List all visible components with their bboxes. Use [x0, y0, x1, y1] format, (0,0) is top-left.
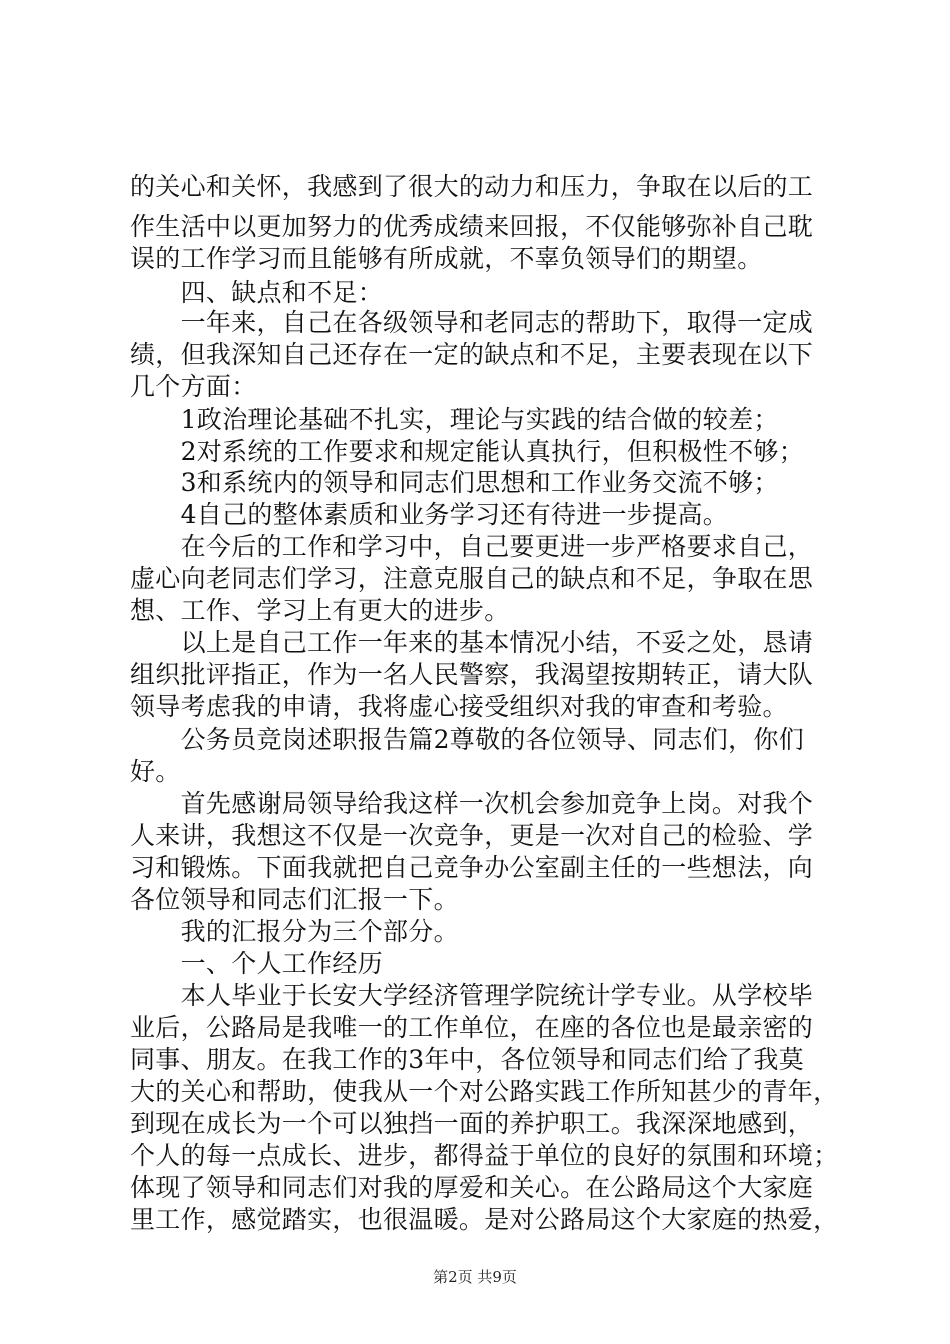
body-line: 同事、朋友。在我工作的3年中，各位领导和同志们给了我莫	[130, 1045, 805, 1074]
body-line: 业后，公路局是我唯一的工作单位，在座的各位也是最亲密的	[130, 1013, 814, 1042]
body-line: 组织批评指正，作为一名人民警察，我渴望按期转正，请大队	[130, 660, 814, 689]
section-heading: 四、缺点和不足：	[130, 278, 384, 307]
body-line: 的关心和关怀，我感到了很大的动力和压力，争取在以后的工	[130, 172, 814, 201]
body-line: 个人的每一点成长、进步，都得益于单位的良好的氛围和环境；	[130, 1141, 839, 1170]
body-line: 在今后的工作和学习中，自己要更进一步严格要求自己，	[130, 532, 814, 561]
body-line: 公务员竞岗述职报告篇2尊敬的各位领导、同志们，你们	[130, 725, 805, 754]
list-item: 1政治理论基础不扎实，理论与实践的结合做的较差；	[130, 405, 779, 434]
body-line: 想、工作、学习上有更大的进步。	[130, 596, 510, 625]
body-line: 大的关心和帮助，使我从一个对公路实践工作所知甚少的青年，	[130, 1077, 839, 1106]
body-line: 我的汇报分为三个部分。	[130, 917, 459, 946]
body-line: 首先感谢局领导给我这样一次机会参加竞争上岗。对我个	[130, 789, 814, 818]
body-line: 本人毕业于长安大学经济管理学院统计学专业。从学校毕	[130, 981, 814, 1010]
list-item: 2对系统的工作要求和规定能认真执行，但积极性不够；	[130, 437, 805, 466]
body-line: 到现在成长为一个可以独挡一面的养护职工。我深深地感到，	[130, 1109, 814, 1138]
body-line: 习和锻炼。下面我就把自己竞争办公室副主任的一些想法，向	[130, 853, 814, 882]
body-line: 虚心向老同志们学习，注意克服自己的缺点和不足，争取在思	[130, 564, 814, 593]
body-line: 里工作，感觉踏实，也很温暖。是对公路局这个大家庭的热爱，	[130, 1205, 839, 1234]
list-item: 4自己的整体素质和业务学习还有待进一步提高。	[130, 500, 729, 529]
list-item: 3和系统内的领导和同志们思想和工作业务交流不够；	[130, 468, 779, 497]
section-heading: 一、个人工作经历	[130, 949, 384, 978]
body-line: 领导考虑我的申请，我将虚心接受组织对我的审查和考验。	[130, 692, 788, 721]
body-line: 绩，但我深知自己还存在一定的缺点和不足，主要表现在以下	[130, 340, 814, 369]
page-number-footer: 第2页 共9页	[433, 1268, 517, 1286]
body-line: 作生活中以更加努力的优秀成绩来回报，不仅能够弥补自己耽	[130, 212, 814, 241]
body-line: 误的工作学习而且能够有所成就，不辜负领导们的期望。	[130, 244, 763, 273]
body-line: 体现了领导和同志们对我的厚爱和关心。在公路局这个大家庭	[130, 1173, 814, 1202]
body-line: 人来讲，我想这不仅是一次竞争，更是一次对自己的检验、学	[130, 821, 814, 850]
body-line: 好。	[130, 757, 181, 786]
body-line: 各位领导和同志们汇报一下。	[130, 885, 459, 914]
body-line: 以上是自己工作一年来的基本情况小结，不妥之处，恳请	[130, 628, 814, 657]
body-line: 一年来，自己在各级领导和老同志的帮助下，取得一定成	[130, 308, 814, 337]
body-line: 几个方面：	[130, 372, 257, 401]
